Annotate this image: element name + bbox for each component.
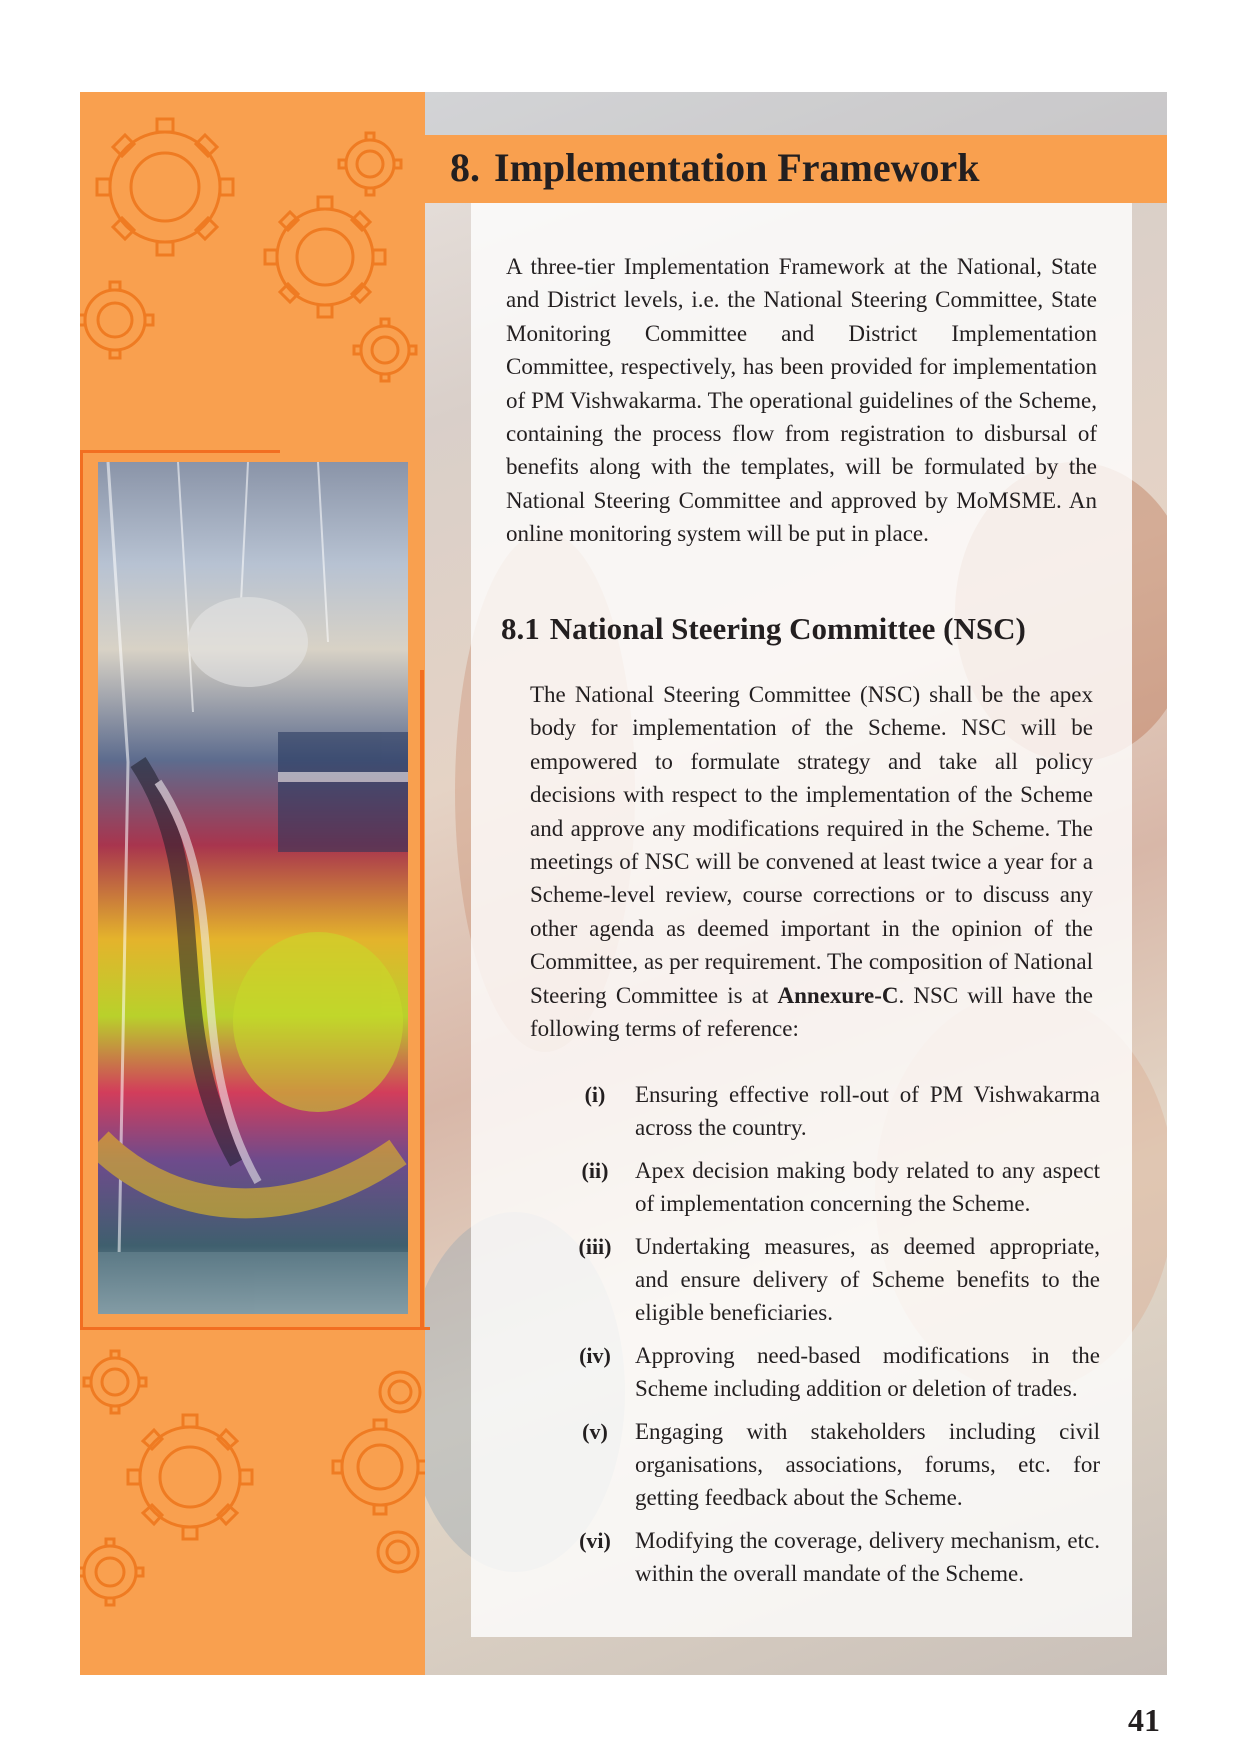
- section-heading: [450, 140, 1150, 196]
- terms-of-reference-list: [555, 1078, 1100, 1600]
- gear-icon: [380, 1372, 420, 1412]
- gear-icon: [265, 197, 385, 317]
- list-item-text: Approving need-based modifications in the Scheme including addition or deletion of trades.: [635, 1342, 1100, 1402]
- gear-icon: [333, 1420, 425, 1514]
- gear-icon: [80, 1539, 143, 1605]
- list-marker: (iii): [578, 1233, 612, 1259]
- gear-icon: [354, 319, 416, 381]
- list-marker: (iv): [579, 1342, 611, 1368]
- list-item: [555, 1154, 1100, 1221]
- nsc-paragraph-text: The National Steering Committee (NSC) shall be the apex body for implementation of the Scheme. NSC will be empowered to formulate strategy and take all policy decisions with respect to the implementation of the Scheme and approve any modifications required in the Scheme. The meetings of NSC will be convened at least twice a year for a Scheme-level review, course corrections or to discuss any other agenda as deemed important in the opinion of the Committee, as per requirement. The composition of National Steering Committee is at: [530, 682, 1093, 1008]
- intro-paragraph: A three-tier Implementation Framework at the National, State and District levels, i.e. the National Steering Committee, State Monitoring Committee and District Implementation Committee, respectively, has been provided for implementation of PM Vishwakarma. The operational guidelines of the Scheme, containing the process flow from registration to disbursal of benefits along with the templates, will be formulated by the National Steering Committee and approved by MoMSME. An online monitoring system will be put in place.: [506, 254, 1097, 547]
- list-marker: (vi): [579, 1527, 611, 1553]
- gear-icon: [128, 1415, 252, 1539]
- list-item-text: Undertaking measures, as deemed appropriate, and ensure delivery of Scheme benefits to the eligible beneficiaries.: [635, 1233, 1100, 1326]
- list-item-text: Ensuring effective roll-out of PM Vishwakarma across the country.: [635, 1082, 1100, 1141]
- gear-icon: [97, 119, 233, 255]
- list-item: [555, 1524, 1100, 1591]
- gear-icon: [80, 282, 153, 358]
- subsection-number: 8.1: [501, 611, 540, 646]
- section-number: 8.: [450, 145, 480, 190]
- nsc-paragraph-tail: . NSC will have the following terms of reference:: [530, 982, 1093, 1042]
- list-item: [555, 1078, 1100, 1145]
- list-marker: (i): [584, 1082, 606, 1107]
- list-item-text: Apex decision making body related to any aspect of implementation concerning the Scheme.: [635, 1157, 1100, 1217]
- gear-icon: [339, 133, 401, 195]
- list-item: [555, 1230, 1100, 1330]
- artisans-dyeing-fabric-photo: [98, 462, 408, 1314]
- gear-icon: [378, 1532, 418, 1572]
- list-marker: (v): [582, 1418, 608, 1444]
- list-item-text: Engaging with stakeholders including civil organisations, associations, forums, etc. for getting feedback about the Scheme.: [635, 1418, 1100, 1511]
- list-item: [555, 1415, 1100, 1515]
- subsection-heading: [501, 607, 1121, 651]
- subsection-title: National Steering Committee (NSC): [549, 611, 1026, 646]
- list-item-text: Modifying the coverage, delivery mechanism, etc. within the overall mandate of the Scheme.: [635, 1527, 1100, 1587]
- annexure-reference: Annexure-C: [777, 982, 899, 1008]
- gear-icon: [84, 1351, 146, 1413]
- list-item: [555, 1339, 1100, 1406]
- list-marker: (ii): [581, 1157, 609, 1183]
- page-number: 41: [1128, 1702, 1160, 1738]
- section-title: Implementation Framework: [494, 145, 980, 190]
- nsc-paragraph: [530, 678, 1093, 1045]
